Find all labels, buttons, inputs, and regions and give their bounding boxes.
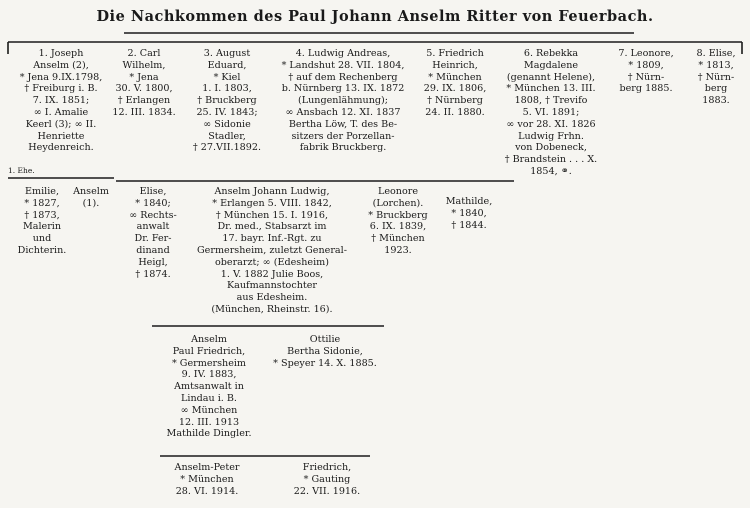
person-elise-heigl: Elise, * 1840; ∞ Rechts- anwalt Dr. Fer- dinand Heigl, † 1874. — [129, 186, 177, 280]
person-rebekka-magdalene: 6. Rebekka Magdalene (genannt Helene), * München 13. III. 1808, † Trevifo 5. VI. 1891; ∞ vor 28. XI. 1826 Ludwig Frhn. von Dobeneck, † Brandstein . . . X. 1854, ⚭. — [504, 48, 598, 177]
person-joseph-anselm: 1. Joseph Anselm (2), * Jena 9.IX.1798, † Freiburg i. B. 7. IX. 1851; ∞ I. Amalie Keerl (3); ∞ II. Henriette Heydenreich. — [19, 48, 103, 154]
person-leonore-lorchen: Leonore (Lorchen). * Bruckberg 6. IX. 1839, † München 1923. — [368, 186, 428, 256]
person-ottilie-bertha-sidonie: Ottilie Bertha Sidonie, * Speyer 14. X. 1885. — [273, 334, 377, 369]
person-anselm-johann-ludwig: Anselm Johann Ludwig, * Erlangen 5. VIII. 1842, † München 15. I. 1916, Dr. med., Stabsarzt im 17. bayr. Inf.-Rgt. zu Germersheim, zuletzt General- oberarzt; ∞ (Edesheim) 1. V. 1882 Julie Boos, Kaufmannstochter aus Edesheim. (München, Rheinstr. 16). — [197, 186, 347, 315]
person-friedrich-gauting: Friedrich, * Gauting 22. VII. 1916. — [293, 462, 361, 497]
person-anselm-paul-friedrich: Anselm Paul Friedrich, * Germersheim 9. IV. 1883, Amtsanwalt in Lindau i. B. ∞ München 12. III. 1913 Mathilde Dingler. — [166, 334, 252, 440]
person-mathilde: Mathilde, * 1840, † 1844. — [445, 196, 493, 231]
page-title: Die Nachkommen des Paul Johann Anselm Ritter von Feuerbach. — [96, 8, 654, 25]
person-leonore: 7. Leonore, * 1809, † Nürn- berg 1885. — [618, 48, 674, 95]
person-anselm: Anselm (1). — [73, 186, 109, 209]
person-carl-wilhelm: 2. Carl Wilhelm, * Jena 30. V. 1800, † Erlangen 12. III. 1834. — [112, 48, 176, 118]
person-friedrich-heinrich: 5. Friedrich Heinrich, * München 29. IX. 1806, † Nürnberg 24. II. 1880. — [423, 48, 487, 118]
marriage-label: 1. Ehe. — [8, 166, 35, 175]
person-anselm-peter: Anselm-Peter * München 28. VI. 1914. — [174, 462, 240, 497]
person-elise: 8. Elise, * 1813, † Nürn- berg 1883. — [696, 48, 736, 107]
person-ludwig-andreas: 4. Ludwig Andreas, * Landshut 28. VII. 1804, † auf dem Rechenberg b. Nürnberg 13. IX. 1872 (Lungenlähmung); ∞ Ansbach 12. XI. 1837 Bertha Löw, T. des Be- sitzers der Porzellan- fabrik Bruckberg. — [281, 48, 405, 154]
person-emilie: Emilie, * 1827, † 1873, Malerin und Dichterin. — [17, 186, 67, 256]
person-august-eduard: 3. August Eduard, * Kiel 1. I. 1803, † Bruckberg 25. IV. 1843; ∞ Sidonie Stadler, † 27.VII.1892. — [192, 48, 262, 154]
